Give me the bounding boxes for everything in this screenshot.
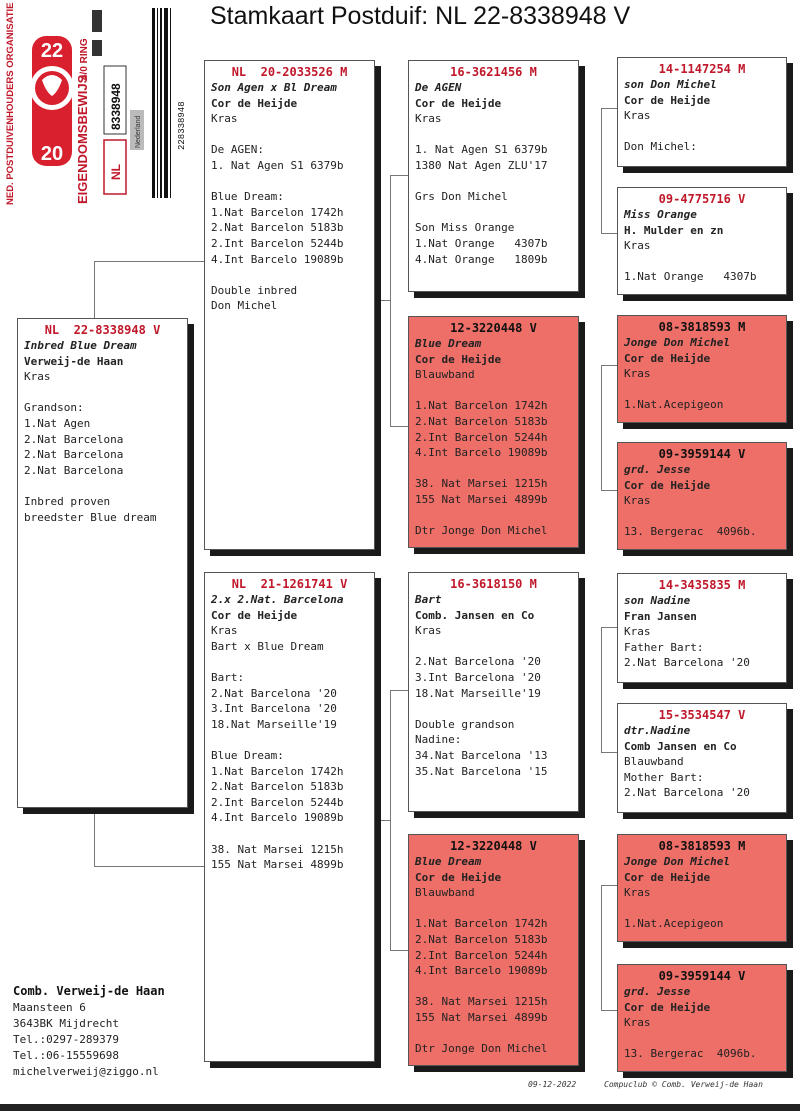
card-text-line: Bart x Blue Dream	[211, 639, 324, 653]
card-text-line: 2.Nat Barcelon 5183b	[415, 932, 548, 946]
owner-contact	[13, 982, 165, 1080]
pigeon-card-ggs-3	[617, 573, 787, 683]
card-text-line	[211, 267, 368, 283]
nl-text: NL	[109, 164, 123, 180]
card-text-line: 2.Nat Barcelona '20	[624, 786, 750, 800]
card-text-line: 38. Nat Marsei 1215h	[211, 842, 344, 856]
ring-number: 08-3818593 M	[658, 320, 746, 334]
card-text-line: De AGEN:	[211, 143, 264, 157]
pigeon-card-ggs-1	[617, 57, 787, 167]
breeder-name: Cor de Heijde	[624, 870, 711, 884]
card-text-line	[24, 385, 181, 401]
card-text-line: 1.Nat Barcelon 1742h	[415, 917, 548, 931]
card-text-line: 13. Bergerac 4096b.	[624, 1047, 757, 1061]
breeder-name: Cor de Heijde	[624, 93, 711, 107]
card-text-line	[624, 901, 780, 917]
connector-g4-h1	[601, 885, 617, 886]
connector-g4-h2	[601, 1010, 617, 1011]
card-text-line: 1. Nat Agen S1 6379b	[211, 158, 344, 172]
card-text-line	[624, 382, 780, 398]
breeder-name: Cor de Heijde	[415, 96, 502, 110]
pigeon-name: Jonge Don Michel	[624, 336, 730, 349]
card-text-line: 155 Nat Marsei 4899b	[415, 492, 548, 506]
ring-number: 12-3220448 V	[450, 321, 537, 335]
connector-sire-h1	[390, 175, 408, 176]
card-text-line: Double grandson	[415, 717, 515, 731]
year-left: 20	[40, 143, 64, 165]
card-text-line	[624, 509, 780, 525]
card-text-line: Kras	[624, 886, 651, 900]
ring-number: NL 22-8338948 V	[44, 323, 161, 337]
card-text-line: 18.Nat Marseille'19	[211, 717, 337, 731]
ring-sup-text: 4/0 RING	[79, 38, 90, 80]
card-text-line	[415, 508, 572, 524]
connector-g3-h1	[601, 627, 617, 628]
pigeon-card-ggd-1	[617, 187, 787, 295]
card-text-line: 38. Nat Marsei 1215h	[415, 477, 548, 491]
card-text-line: Don Michel	[211, 299, 278, 313]
pigeon-name: son Nadine	[624, 594, 691, 607]
card-text-line: Kras	[415, 624, 442, 638]
phone-1: Tel.:0297-289379	[13, 1033, 119, 1046]
pigeon-card-ggd-3	[617, 703, 787, 813]
connector-root-down-h	[94, 866, 206, 867]
pigeon-card-sire	[204, 60, 375, 550]
page-title: Stamkaart Postduif: NL 22-8338948 V	[210, 2, 631, 30]
ring-number: 09-4775716 V	[658, 192, 746, 206]
country-text: Nederland	[135, 115, 142, 148]
breeder-name: Comb. Jansen en Co	[415, 608, 535, 622]
card-text-line: 1.Nat Orange 4307b	[415, 236, 548, 250]
connector-sire-v	[390, 175, 391, 426]
connector-g2-h1	[601, 365, 617, 366]
bottom-bar	[0, 1104, 800, 1111]
card-text-line	[415, 174, 572, 190]
pigeon-card-subject	[17, 318, 188, 808]
card-text-line	[415, 701, 572, 717]
card-text-line: 18.Nat Marseille'19	[415, 686, 541, 700]
card-text-line	[624, 124, 780, 140]
breeder-name: Cor de Heijde	[211, 96, 298, 110]
connector-root-down	[94, 808, 95, 866]
card-text-line: Grandson:	[24, 401, 84, 415]
card-text-line: Grs Don Michel	[415, 190, 508, 204]
pigeon-card-dam	[204, 572, 375, 1062]
card-text-line: 2.Int Barcelon 5244h	[415, 948, 548, 962]
card-text-line: 1380 Nat Agen ZLU'17	[415, 158, 548, 172]
card-text-line: Kras	[624, 367, 651, 381]
card-text-line: 3.Int Barcelona '20	[211, 702, 337, 716]
card-text-line	[624, 254, 780, 270]
card-text-line: Kras	[624, 239, 651, 253]
card-text-line: 1.Nat Orange 4307b	[624, 270, 757, 284]
card-text-line: Blue Dream:	[211, 748, 284, 762]
card-text-line	[415, 979, 572, 995]
pigeon-card-ggd-2	[617, 442, 787, 550]
card-text-line	[415, 1026, 572, 1042]
card-text-line: 3.Int Barcelona '20	[415, 670, 541, 684]
card-text-line: Dtr Jonge Don Michel	[415, 524, 548, 538]
card-text-line: Kras	[624, 109, 651, 123]
card-text-line: 35.Nat Barcelona '15	[415, 764, 548, 778]
card-text-line: 2.Nat Barcelona	[24, 448, 124, 462]
card-text-line: Kras	[24, 370, 51, 384]
breeder-name: Verweij-de Haan	[24, 354, 124, 368]
pigeon-name: Bart	[415, 593, 442, 606]
card-text-line: 1.Nat Barcelon 1742h	[211, 205, 344, 219]
pigeon-card-ggs-2	[617, 315, 787, 423]
ring-number: 08-3818593 M	[658, 839, 746, 853]
card-text-line: 1. Nat Agen S1 6379b	[415, 143, 548, 157]
email: michelverweij@ziggo.nl	[13, 1065, 159, 1078]
pigeon-card-sire-dam	[408, 316, 579, 548]
breeder-name: Cor de Heijde	[415, 352, 502, 366]
owner-name: Comb. Verweij-de Haan	[13, 984, 165, 998]
pigeon-card-dam-dam	[408, 834, 579, 1066]
card-text-line: Blauwband	[415, 886, 475, 900]
card-text-line: 2.Nat Barcelon 5183b	[211, 780, 344, 794]
breeder-name: H. Mulder en zn	[624, 223, 724, 237]
breeder-name: Cor de Heijde	[624, 351, 711, 365]
breeder-name: Comb Jansen en Co	[624, 739, 737, 753]
barcode-text: 228338948	[177, 101, 187, 150]
connector-root-up	[94, 261, 95, 319]
connector-dam-h1	[390, 690, 408, 691]
card-text-line: 4.Int Barcelo 19089b	[415, 964, 548, 978]
card-text-line: Kras	[624, 494, 651, 508]
pigeon-name: son Don Michel	[624, 78, 717, 91]
card-text-line	[415, 383, 572, 399]
connector-g2-h2	[601, 490, 617, 491]
card-text-line	[415, 639, 572, 655]
pigeon-name: dtr.Nadine	[624, 724, 691, 737]
connector-dam-h2	[390, 950, 408, 951]
org-text: NED. POSTDUIVENHOUDERS ORGANISATIE	[5, 2, 16, 205]
breeder-name: Cor de Heijde	[211, 608, 298, 622]
card-text-line	[211, 732, 368, 748]
card-text-line: 4.Int Barcelo 19089b	[415, 446, 548, 460]
card-text-line	[415, 127, 572, 143]
connector-g2-v	[601, 365, 602, 490]
ring-number: NL 20-2033526 M	[231, 65, 348, 79]
card-text-line: 2.Int Barcelon 5244b	[211, 236, 344, 250]
card-text-line: 2.Nat Barcelona '20	[624, 656, 750, 670]
card-text-line: Blauwband	[415, 368, 475, 382]
card-text-line: Nadine:	[415, 733, 462, 747]
connector-g4-v	[601, 885, 602, 1010]
card-text-line: Don Michel:	[624, 140, 697, 154]
connector-root-up-h	[94, 261, 206, 262]
pigeon-name: grd. Jesse	[624, 463, 691, 476]
card-text-line: 1.Nat Barcelon 1742h	[415, 399, 548, 413]
pigeon-name: Jonge Don Michel	[624, 855, 730, 868]
card-text-line: 2.Nat Barcelon 5183b	[415, 414, 548, 428]
connector-g3-v	[601, 627, 602, 752]
card-text-line: Kras	[624, 1016, 651, 1030]
ownership-certificate-logo	[0, 0, 192, 215]
card-text-line: Father Bart:	[624, 640, 704, 654]
card-text-line: 13. Bergerac 4096b.	[624, 525, 757, 539]
address-street: Maansteen 6	[13, 1001, 86, 1014]
address-city: 3643BK Mijdrecht	[13, 1017, 119, 1030]
card-text-line: 1.Nat.Acepigeon	[624, 398, 724, 412]
card-text-line: Bart:	[211, 670, 245, 684]
connector-sire-h2	[390, 426, 408, 427]
pigeon-card-ggd-4	[617, 964, 787, 1072]
pigeon-name: Inbred Blue Dream	[24, 339, 137, 352]
pigeon-card-sire-sire	[408, 60, 579, 292]
breeder-name: Fran Jansen	[624, 609, 697, 623]
ring-number: NL 21-1261741 V	[231, 577, 348, 591]
print-date: 09-12-2022	[528, 1080, 577, 1089]
pigeon-name: Blue Dream	[415, 337, 482, 350]
pigeon-name: Blue Dream	[415, 855, 482, 868]
ring-number-text: 8338948	[109, 83, 123, 130]
pigeon-name: De AGEN	[415, 81, 462, 94]
card-text-line: 2.Nat Barcelona	[24, 463, 124, 477]
card-text-line: 2.Nat Barcelon 5183b	[211, 221, 344, 235]
card-text-line: Kras	[211, 624, 238, 638]
phone-2: Tel.:06-15559698	[13, 1049, 119, 1062]
card-text-line: 1.Nat Agen	[24, 416, 91, 430]
card-text-line: 4.Int Barcelo 19089b	[211, 811, 344, 825]
pigeon-card-dam-sire	[408, 572, 579, 812]
card-text-line: Double inbred	[211, 283, 298, 297]
card-text-line	[211, 654, 368, 670]
connector-g1-h1	[601, 108, 617, 109]
breeder-name: Cor de Heijde	[415, 870, 502, 884]
card-text-line: 34.Nat Barcelona '13	[415, 748, 548, 762]
card-text-line: 1.Nat.Acepigeon	[624, 917, 724, 931]
card-text-line	[415, 901, 572, 917]
connector-g1-h2	[601, 233, 617, 234]
pigeon-name: 2.x 2.Nat. Barcelona	[211, 593, 344, 606]
card-text-line	[211, 174, 368, 190]
breeder-name: Cor de Heijde	[624, 478, 711, 492]
pigeon-name: Son Agen x Bl Dream	[211, 81, 337, 94]
card-text-line: Kras	[211, 112, 238, 126]
ring-number: 14-1147254 M	[658, 62, 746, 76]
ring-number: 15-3534547 V	[658, 708, 746, 722]
card-text-line: 155 Nat Marsei 4899b	[211, 858, 344, 872]
ring-number: 12-3220448 V	[450, 839, 537, 853]
connector-dam-h0	[380, 820, 390, 821]
card-text-line: 2.Nat Barcelona	[24, 432, 124, 446]
ring-number: 09-3959144 V	[658, 969, 746, 983]
card-text-line: Son Miss Orange	[415, 221, 515, 235]
card-text-line: breedster Blue dream	[24, 510, 157, 524]
card-text-line: 2.Nat Barcelona '20	[415, 655, 541, 669]
connector-g3-h2	[601, 752, 617, 753]
card-text-line: Blue Dream:	[211, 190, 284, 204]
breeder-name: Cor de Heijde	[624, 1000, 711, 1014]
pigeon-card-ggs-4	[617, 834, 787, 942]
card-text-line: Blauwband	[624, 755, 684, 769]
card-text-line: Mother Bart:	[624, 770, 704, 784]
card-text-line: 1.Nat Barcelon 1742h	[211, 764, 344, 778]
card-text-line: 4.Nat Orange 1809b	[415, 252, 548, 266]
card-text-line	[211, 826, 368, 842]
card-text-line: 2.Int Barcelon 5244h	[415, 430, 548, 444]
ring-number: 16-3621456 M	[450, 65, 537, 79]
card-text-line: Dtr Jonge Don Michel	[415, 1042, 548, 1056]
year-right: 22	[40, 40, 64, 62]
card-text-line: 2.Int Barcelon 5244b	[211, 795, 344, 809]
pigeon-name: grd. Jesse	[624, 985, 691, 998]
card-text-line	[624, 1031, 780, 1047]
card-text-line	[415, 205, 572, 221]
ring-number: 16-3618150 M	[450, 577, 537, 591]
ring-number: 09-3959144 V	[658, 447, 746, 461]
card-text-line	[211, 127, 368, 143]
card-text-line: Kras	[624, 625, 651, 639]
connector-g1-v	[601, 108, 602, 233]
card-text-line: 155 Nat Marsei 4899b	[415, 1010, 548, 1024]
card-text-line	[24, 478, 181, 494]
card-text-line: 38. Nat Marsei 1215h	[415, 995, 548, 1009]
card-text-line: 2.Nat Barcelona '20	[211, 686, 337, 700]
connector-dam-v	[390, 690, 391, 950]
card-text-line	[415, 461, 572, 477]
card-text-line: Kras	[415, 112, 442, 126]
eigendomsbewijs-text: EIGENDOMSBEWIJS	[75, 74, 90, 204]
connector-sire-h0	[380, 300, 390, 301]
footer-credit: Compuclub © Comb. Verweij-de Haan	[604, 1080, 763, 1089]
card-text-line: 4.Int Barcelo 19089b	[211, 252, 344, 266]
ring-number: 14-3435835 M	[658, 578, 746, 592]
pigeon-name: Miss Orange	[624, 208, 697, 221]
card-text-line: Inbred proven	[24, 494, 111, 508]
